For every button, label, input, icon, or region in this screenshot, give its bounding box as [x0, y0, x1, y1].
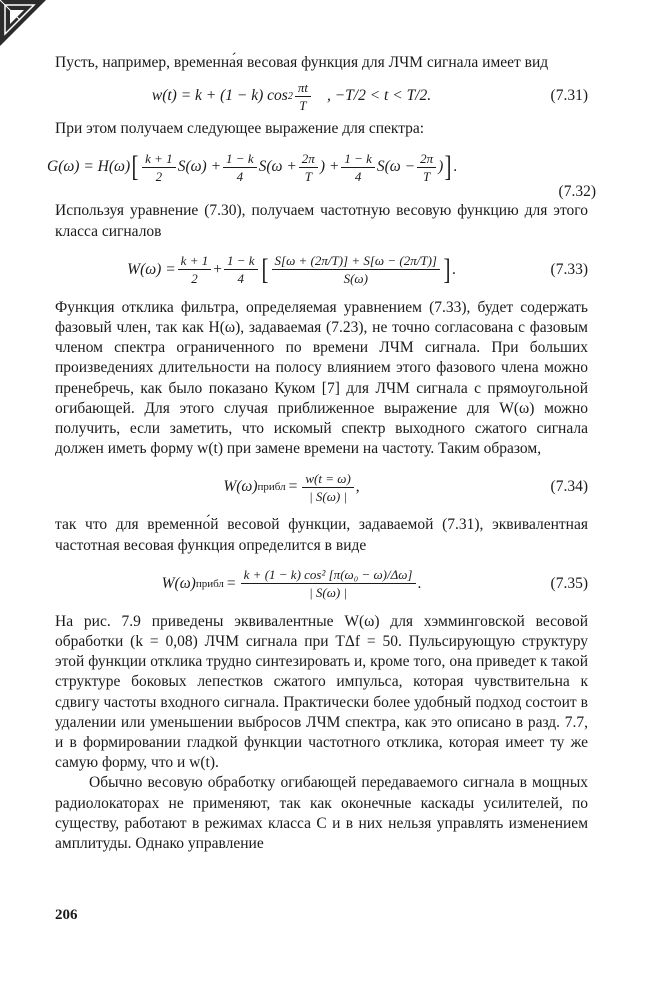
equation-7-34: W(ω) прибл = $\frac{w(t = \omega)}{| S(\omega) |}$ , (7.34)	[223, 470, 588, 504]
paragraph-figure-7-9: На рис. 7.9 приведены эквивалентные W(ω) для хэмминговской весовой обработки (k = 0,08) ЛЧМ сигнала при TΔf = 50. Пульсирующую структуру этой функции отклика трудно синтезировать и, кроме того, она приведет к такой структуре боковых лепестков сжатого импульса, которая чувствительна к сдвигу частоты входного сигнала. Практически более удобный подход состоит в удалении или уменьшении выбросов ЛЧМ спектра, как это описано в разд. 7.7, и в формировании гладкой функции частотного отклика, которая имеет ту же самую форму, что и w(t).	[55, 612, 588, 772]
corner-ornament	[0, 0, 46, 46]
equation-7-35: W(ω) прибл = $\frac{\text{k + (1 − k) cos² [π(ω₀ − ω)/Δω]}}{| S(\omega) |}$ . (7.35)	[161, 567, 588, 601]
paragraph-envelope-weighting: Обычно весовую обработку огибающей передаваемого сигнала в мощных радиолокаторах не применяют, так как оконечные каскады усилителей, по существу, работают в режимах класса C и в них нельзя управлять изменением амплитуды. Однако управление	[55, 774, 588, 853]
paragraph-filter-response: Функция отклика фильтра, определяемая уравнением (7.33), будет содержать фазовый член, так как H(ω), задаваемая (7.23), не точно согласована с фазовым членом спектра ограниченного по времени ЛЧМ сигнала. При больших произведениях длительности на полосу влиянием этого фазового члена можно пренебречь, как было показано Куком [7] для ЛЧМ сигнала с прямоугольной огибающей. Для этого случая приближенное выражение для W(ω) можно получить, если заметить, что искомый спектр выходного сжатого сигнала должен иметь форму w(t) при замене времени на частоту. Таким образом,	[55, 298, 588, 458]
equation-number: (7.32)	[558, 183, 596, 201]
page-body	[47, 50, 596, 854]
equation-number: (7.31)	[550, 87, 588, 105]
paragraph-spectrum: При этом получаем следующее выражение для спектра:	[55, 120, 425, 138]
equation-7-31: w(t) = k + (1 − k) cos 2 $\frac{\pi t}{T}$ , −T/2 < t < T/2. (7.31)	[151, 79, 588, 113]
page-number: 206	[55, 907, 78, 923]
equation-number: (7.34)	[550, 478, 588, 496]
equation-number: (7.35)	[550, 574, 588, 592]
paragraph-frequency-weight: Используя уравнение (7.30), получаем частотную весовую функцию для этого класса сигналов	[55, 202, 588, 240]
equation-7-33: W(ω) = $\frac{k + 1}{2}$ + $\frac{1 - k}{4}$ [ $\frac{S[\omega + (2\pi/T)] + S[\omega - (2\pi/T)]}{S(\omega)}$ ] . (7.33)	[127, 252, 588, 287]
equation-number: (7.33)	[550, 260, 588, 278]
paragraph-intro: Пусть, например, временна́я весовая функция для ЛЧМ сигнала имеет вид	[55, 54, 549, 71]
equation-7-32: G(ω) = H(ω) [ $\frac{k + 1}{2}$ S(ω) + $\frac{1 - k}{4}$ S(ω + $\frac{2\pi}{T}$ ) + $\frac{1 - k}{4}$ S(ω − $\frac{2\pi}{T}$ ) ] . (7.32)	[47, 150, 596, 201]
paragraph-equivalent: так что для временно́й весовой функции, задаваемой (7.31), эквивалентная частотная весовая функция определится в виде	[55, 516, 588, 554]
